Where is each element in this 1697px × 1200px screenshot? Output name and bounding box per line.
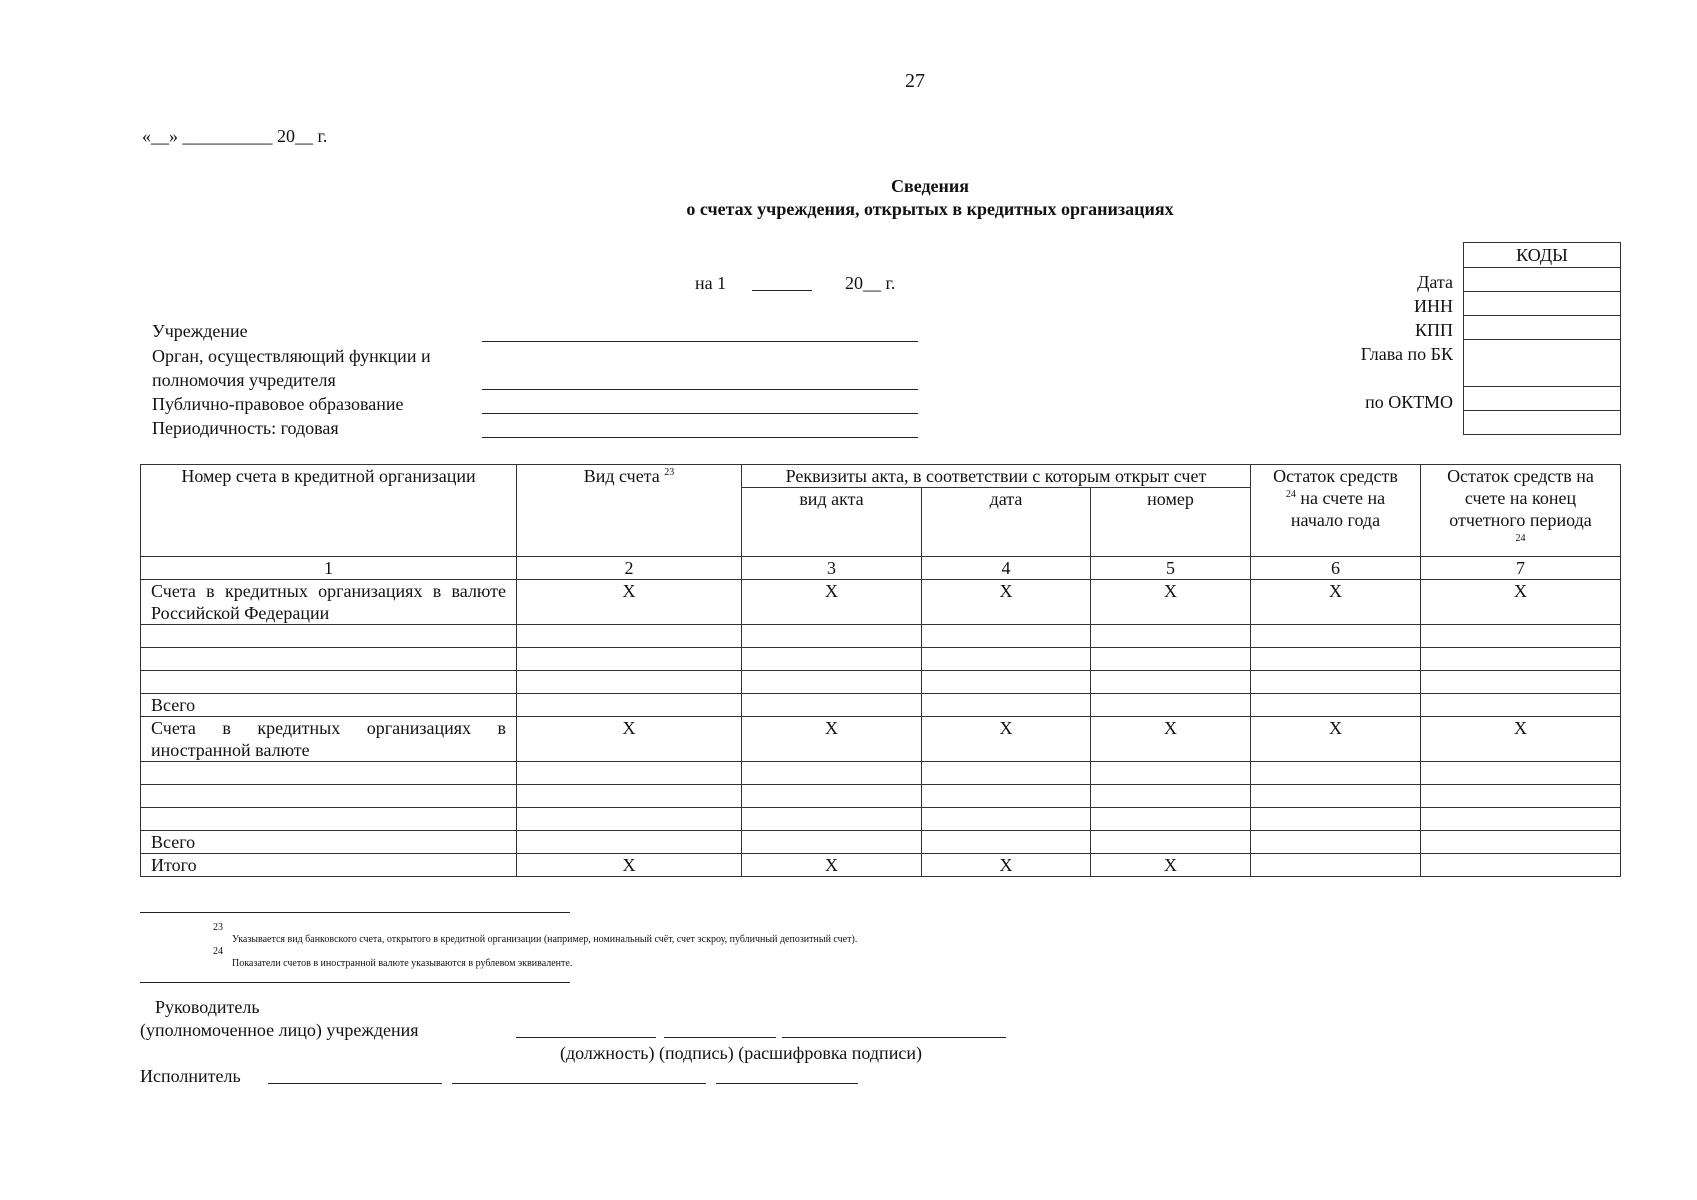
footnote-separator — [140, 982, 570, 983]
column-number: 7 — [1421, 557, 1621, 580]
document-date-line: «__» __________ 20__ г. — [142, 126, 328, 146]
field-line-institution — [482, 341, 918, 342]
x-mark: Х — [1251, 580, 1421, 625]
codes-header: КОДЫ — [1464, 243, 1621, 268]
x-mark: Х — [1091, 717, 1251, 762]
column-number: 6 — [1251, 557, 1421, 580]
grand-total-label: Итого — [141, 854, 517, 877]
code-budget-chapter-cell — [1464, 340, 1621, 387]
header-balance-end: Остаток средств на счете на конец отчетного периода $^{24}$ — [1421, 465, 1621, 557]
section-label-rub: Счета в кредитных организациях в валюте Российской Федерации — [141, 580, 517, 625]
code-label-inn: ИНН — [1414, 296, 1453, 316]
table-row — [141, 625, 1621, 648]
report-date-year: 20__ г. — [845, 273, 896, 293]
code-inn-cell — [1464, 292, 1621, 316]
field-line-municipality — [482, 413, 918, 414]
field-label-founder-2: полномочия учредителя — [152, 370, 336, 390]
total-label-rub: Всего — [141, 694, 517, 717]
column-number: 4 — [922, 557, 1091, 580]
signature-captions: (должность) (подпись) (расшифровка подписи) — [560, 1043, 922, 1063]
field-label-periodicity: Периодичность: годовая — [152, 418, 339, 438]
x-mark: Х — [1091, 854, 1251, 877]
code-kpp-cell — [1464, 316, 1621, 340]
signature-line-position — [516, 1037, 656, 1038]
field-line-founder — [482, 389, 918, 390]
column-number: 1 — [141, 557, 517, 580]
x-mark: Х — [1091, 580, 1251, 625]
footnote-text: Указывается вид банковского счета, открытого в кредитной организации (например, номинальный счёт, счет эскроу, публичный депозитный счет). — [232, 934, 858, 945]
field-label-institution: Учреждение — [152, 321, 248, 341]
signature-head-label-2: (уполномоченное лицо) учреждения — [140, 1020, 419, 1040]
x-mark: Х — [517, 580, 742, 625]
section-label-foreign: Счета в кредитных организациях в иностранной валюте — [141, 717, 517, 762]
executor-line-1 — [268, 1083, 442, 1084]
form-title: Сведения — [890, 176, 970, 196]
x-mark: Х — [1251, 717, 1421, 762]
table-row — [141, 785, 1621, 808]
table-row — [141, 671, 1621, 694]
page-number: 27 — [905, 70, 925, 92]
x-mark: Х — [517, 717, 742, 762]
header-act-date: дата — [922, 488, 1091, 557]
code-label-date: Дата — [1417, 272, 1453, 292]
column-number: 5 — [1091, 557, 1251, 580]
executor-line-3 — [716, 1083, 858, 1084]
total-label-foreign: Всего — [141, 831, 517, 854]
footnote-number: 23 — [213, 922, 223, 933]
signature-line-name — [782, 1037, 1006, 1038]
code-oktmo-cell — [1464, 387, 1621, 411]
field-line-periodicity — [482, 437, 918, 438]
code-label-budget-chapter: Глава по БК — [1360, 344, 1453, 364]
report-date-prefix: на 1 — [695, 273, 727, 293]
code-label-oktmo: по ОКТМО — [1365, 392, 1453, 412]
code-label-kpp: КПП — [1414, 320, 1453, 340]
column-number: 3 — [742, 557, 922, 580]
header-account-number: Номер счета в кредитной организации — [141, 465, 517, 557]
x-mark: Х — [922, 580, 1091, 625]
x-mark: Х — [742, 854, 922, 877]
signature-line-sign — [664, 1037, 776, 1038]
footnote-text: Показатели счетов в иностранной валюте указываются в рублевом эквиваленте. — [232, 958, 573, 969]
table-row — [141, 808, 1621, 831]
x-mark: Х — [922, 854, 1091, 877]
signature-head-label: Руководитель — [155, 997, 260, 1017]
header-act-number: номер — [1091, 488, 1251, 557]
x-mark: Х — [1421, 580, 1621, 625]
x-mark: Х — [517, 854, 742, 877]
code-date-cell — [1464, 268, 1621, 292]
column-number: 2 — [517, 557, 742, 580]
field-label-founder-1: Орган, осуществляющий функции и — [152, 346, 431, 366]
executor-line-2 — [452, 1083, 706, 1084]
table-row — [141, 762, 1621, 785]
codes-table — [1463, 242, 1621, 435]
header-act-details: Реквизиты акта, в соответствии с которым открыт счет — [742, 465, 1251, 488]
code-extra-cell — [1464, 411, 1621, 435]
header-balance-start: Остаток средств $^{24}$ на счете на начало года — [1251, 465, 1421, 557]
x-mark: Х — [1421, 717, 1621, 762]
header-account-type: Вид счета $^{23}$ — [517, 465, 742, 557]
footnote-separator — [140, 912, 570, 913]
accounts-table — [140, 464, 1621, 877]
executor-label: Исполнитель — [140, 1066, 241, 1086]
x-mark: Х — [742, 580, 922, 625]
x-mark: Х — [922, 717, 1091, 762]
x-mark: Х — [742, 717, 922, 762]
field-label-municipality: Публично-правовое образование — [152, 394, 404, 414]
form-subtitle: о счетах учреждения, открытых в кредитных организациях — [686, 199, 1174, 219]
table-row — [141, 648, 1621, 671]
header-act-type: вид акта — [742, 488, 922, 557]
footnote-number: 24 — [213, 946, 223, 957]
report-date-month-line — [752, 290, 812, 291]
